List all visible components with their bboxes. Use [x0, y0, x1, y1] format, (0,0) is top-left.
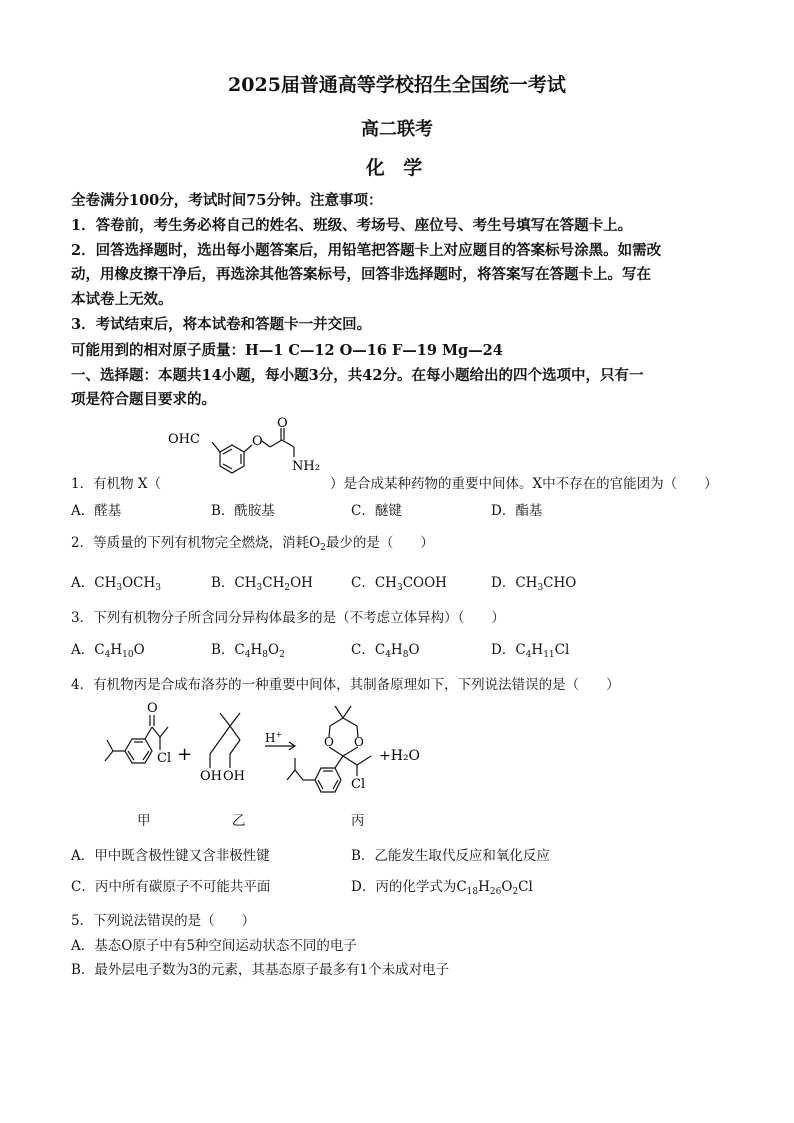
q1-cho-label: OHC — [168, 432, 200, 447]
q5-option-b: B．最外层电子数为3的元素，其基态原子最多有1个未成对电子 — [71, 962, 450, 978]
catalyst-h-label: H+ — [265, 730, 283, 745]
note-line-1: 全卷满分100分，考试时间75分钟。注意事项： — [71, 192, 383, 209]
q3-option-c: C．$C_4H_8O$ — [351, 642, 420, 660]
exam-subtitle: 高二联考 — [361, 119, 433, 140]
atomic-mass-line: 可能用到的相对原子质量：H—1 C—12 O—16 F—19 Mg—24 — [71, 342, 503, 359]
exam-title: 2025届普通高等学校招生全国统一考试 — [228, 74, 566, 96]
q1-option-c: C．醚键 — [351, 503, 402, 519]
q1-ether-o-label: O — [252, 434, 263, 449]
jia-cl-label: Cl — [157, 751, 172, 766]
q4-option-b: B．乙能发生取代反应和氧化反应 — [351, 848, 550, 864]
q1-stem-prefix: 1．有机物 X（ — [71, 476, 161, 492]
bing-cl-label: Cl — [351, 777, 366, 792]
q2-stem — [71, 531, 434, 553]
q4-stem: 4．有机物丙是合成布洛芬的一种重要中间体，其制备原理如下，下列说法错误的是（ ） — [71, 677, 620, 693]
q1-stem-suffix: ）是合成某种药物的重要中间体。X中不存在的官能团为（ ） — [330, 476, 718, 492]
q1-carbonyl-o-label: O — [277, 416, 288, 431]
bing-o-left-label: O — [324, 735, 334, 749]
q1-option-b: B．酰胺基 — [211, 503, 275, 519]
note-line-4: 动，用橡皮擦干净后，再选涂其他答案标号，回答非选择题时，将答案写在答题卡上。写在 — [71, 266, 651, 283]
label-bing: 丙 — [351, 813, 365, 829]
q2-option-a: A．$CH_3OCH_3$ — [71, 575, 161, 593]
yi-oh-left-label: OH — [200, 769, 222, 784]
water-product-label: +H₂O — [379, 748, 421, 764]
q3-option-a: A．$C_4H_{10}O$ — [71, 642, 145, 660]
label-jia: 甲 — [137, 813, 151, 829]
jia-carbonyl-o-label: O — [147, 701, 158, 716]
note-line-2: 1．答卷前，考生务必将自己的姓名、班级、考场号、座位号、考生号填写在答题卡上。 — [71, 217, 633, 234]
q4-option-c: C．丙中所有碳原子不可能共平面 — [71, 879, 271, 895]
exam-subject: 化 学 — [365, 157, 429, 179]
q4-option-a: A．甲中既含极性键又含非极性键 — [71, 848, 270, 864]
note-line-5: 本试卷上无效。 — [71, 291, 173, 308]
note-line-6: 3．考试结束后，将本试卷和答题卡一并交回。 — [71, 316, 372, 333]
plus-sign: + — [177, 744, 193, 765]
q2-stem-a: 2．等质量的下列有机物完全燃烧，消耗O — [71, 535, 321, 551]
q1-option-d: D．酯基 — [491, 503, 543, 519]
label-yi: 乙 — [232, 813, 246, 829]
q5-stem: 5．下列说法错误的是（ ） — [71, 913, 256, 929]
q2-stem-sub: 2 — [320, 543, 326, 553]
q2-option-c: C．$CH_3COOH$ — [351, 575, 447, 593]
q3-stem: 3．下列有机物分子所含同分异构体最多的是（不考虑立体异构）（ ） — [71, 610, 505, 626]
bing-o-right-label: O — [354, 735, 364, 749]
section-heading-1: 一、选择题：本题共14小题，每小题3分，共42分。在每小题给出的四个选项中，只有一 — [71, 367, 644, 384]
q2-option-b: B．$CH_3CH_2OH$ — [211, 575, 313, 593]
q3-option-b: B．$C_4H_8O_2$ — [211, 642, 285, 660]
q1-nh2-label: NH₂ — [292, 459, 320, 474]
q1-option-a: A．醛基 — [71, 503, 122, 519]
note-line-3: 2．回答选择题时，选出每小题答案后，用铅笔把答题卡上对应题目的答案标号涂黑。如需改 — [71, 242, 662, 259]
yi-oh-right-label: OH — [223, 769, 245, 784]
q2-stem-b: 最少的是（ ） — [325, 535, 434, 551]
q4-option-d: D．丙的化学式为$C_{18}H_{26}O_2Cl$ — [351, 879, 533, 897]
q3-option-d: D．$C_4H_{11}Cl$ — [491, 642, 570, 660]
q5-option-a: A．基态O原子中有5种空间运动状态不同的电子 — [71, 938, 357, 954]
q2-option-d: D．$CH_3CHO$ — [491, 575, 577, 593]
q4-reaction-diagram — [95, 698, 475, 808]
section-heading-2: 项是符合题目要求的。 — [71, 391, 216, 408]
